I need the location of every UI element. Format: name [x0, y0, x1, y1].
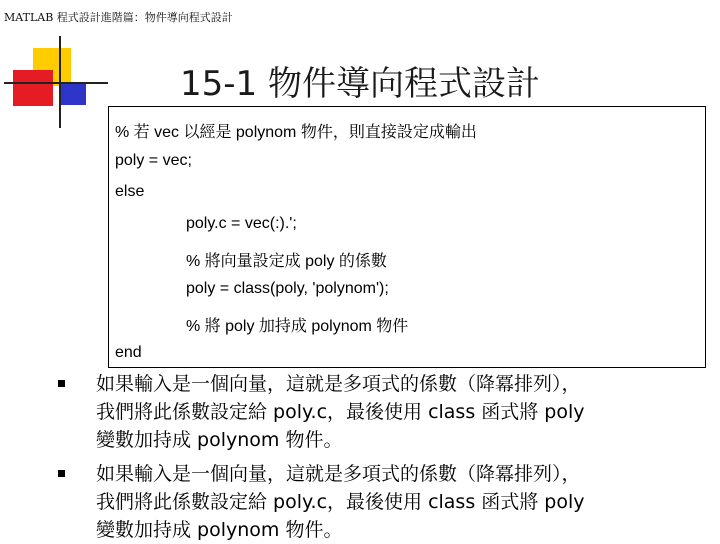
code-line: % 將向量設定成 poly 的係數 — [186, 253, 387, 270]
slide-title: 15-1 物件導向程式設計 — [180, 64, 540, 104]
code-line: poly = vec; — [115, 152, 192, 169]
code-box — [108, 106, 706, 368]
code-line: % 將 poly 加持成 polynom 物件 — [186, 318, 409, 335]
bullet-square-icon — [58, 470, 65, 477]
code-line: else — [115, 183, 145, 200]
slide-header: MATLAB 程式設計進階篇：物件導向程式設計 — [4, 11, 233, 24]
bullet-square-icon — [58, 380, 65, 387]
bullet-line: 我們將此係數設定給 poly.c，最後使用 class 函式將 poly — [96, 401, 585, 423]
code-line: poly.c = vec(:).'; — [186, 215, 297, 232]
bullet-line: 如果輸入是一個向量，這就是多項式的係數（降冪排列）， — [96, 373, 581, 395]
bullet-line: 如果輸入是一個向量，這就是多項式的係數（降冪排列）， — [96, 463, 581, 485]
bullet-line: 變數加持成 polynom 物件。 — [96, 519, 343, 541]
bullet-line: 我們將此係數設定給 poly.c，最後使用 class 函式將 poly — [96, 491, 585, 513]
code-line: end — [115, 344, 142, 361]
code-line: poly = class(poly, 'polynom'); — [186, 280, 389, 297]
bullet-item — [96, 460, 585, 544]
code-line: % 若 vec 以經是 polynom 物件，則直接設定成輸出 — [115, 124, 477, 141]
bullet-line: 變數加持成 polynom 物件。 — [96, 429, 343, 451]
bullet-item — [96, 370, 585, 454]
